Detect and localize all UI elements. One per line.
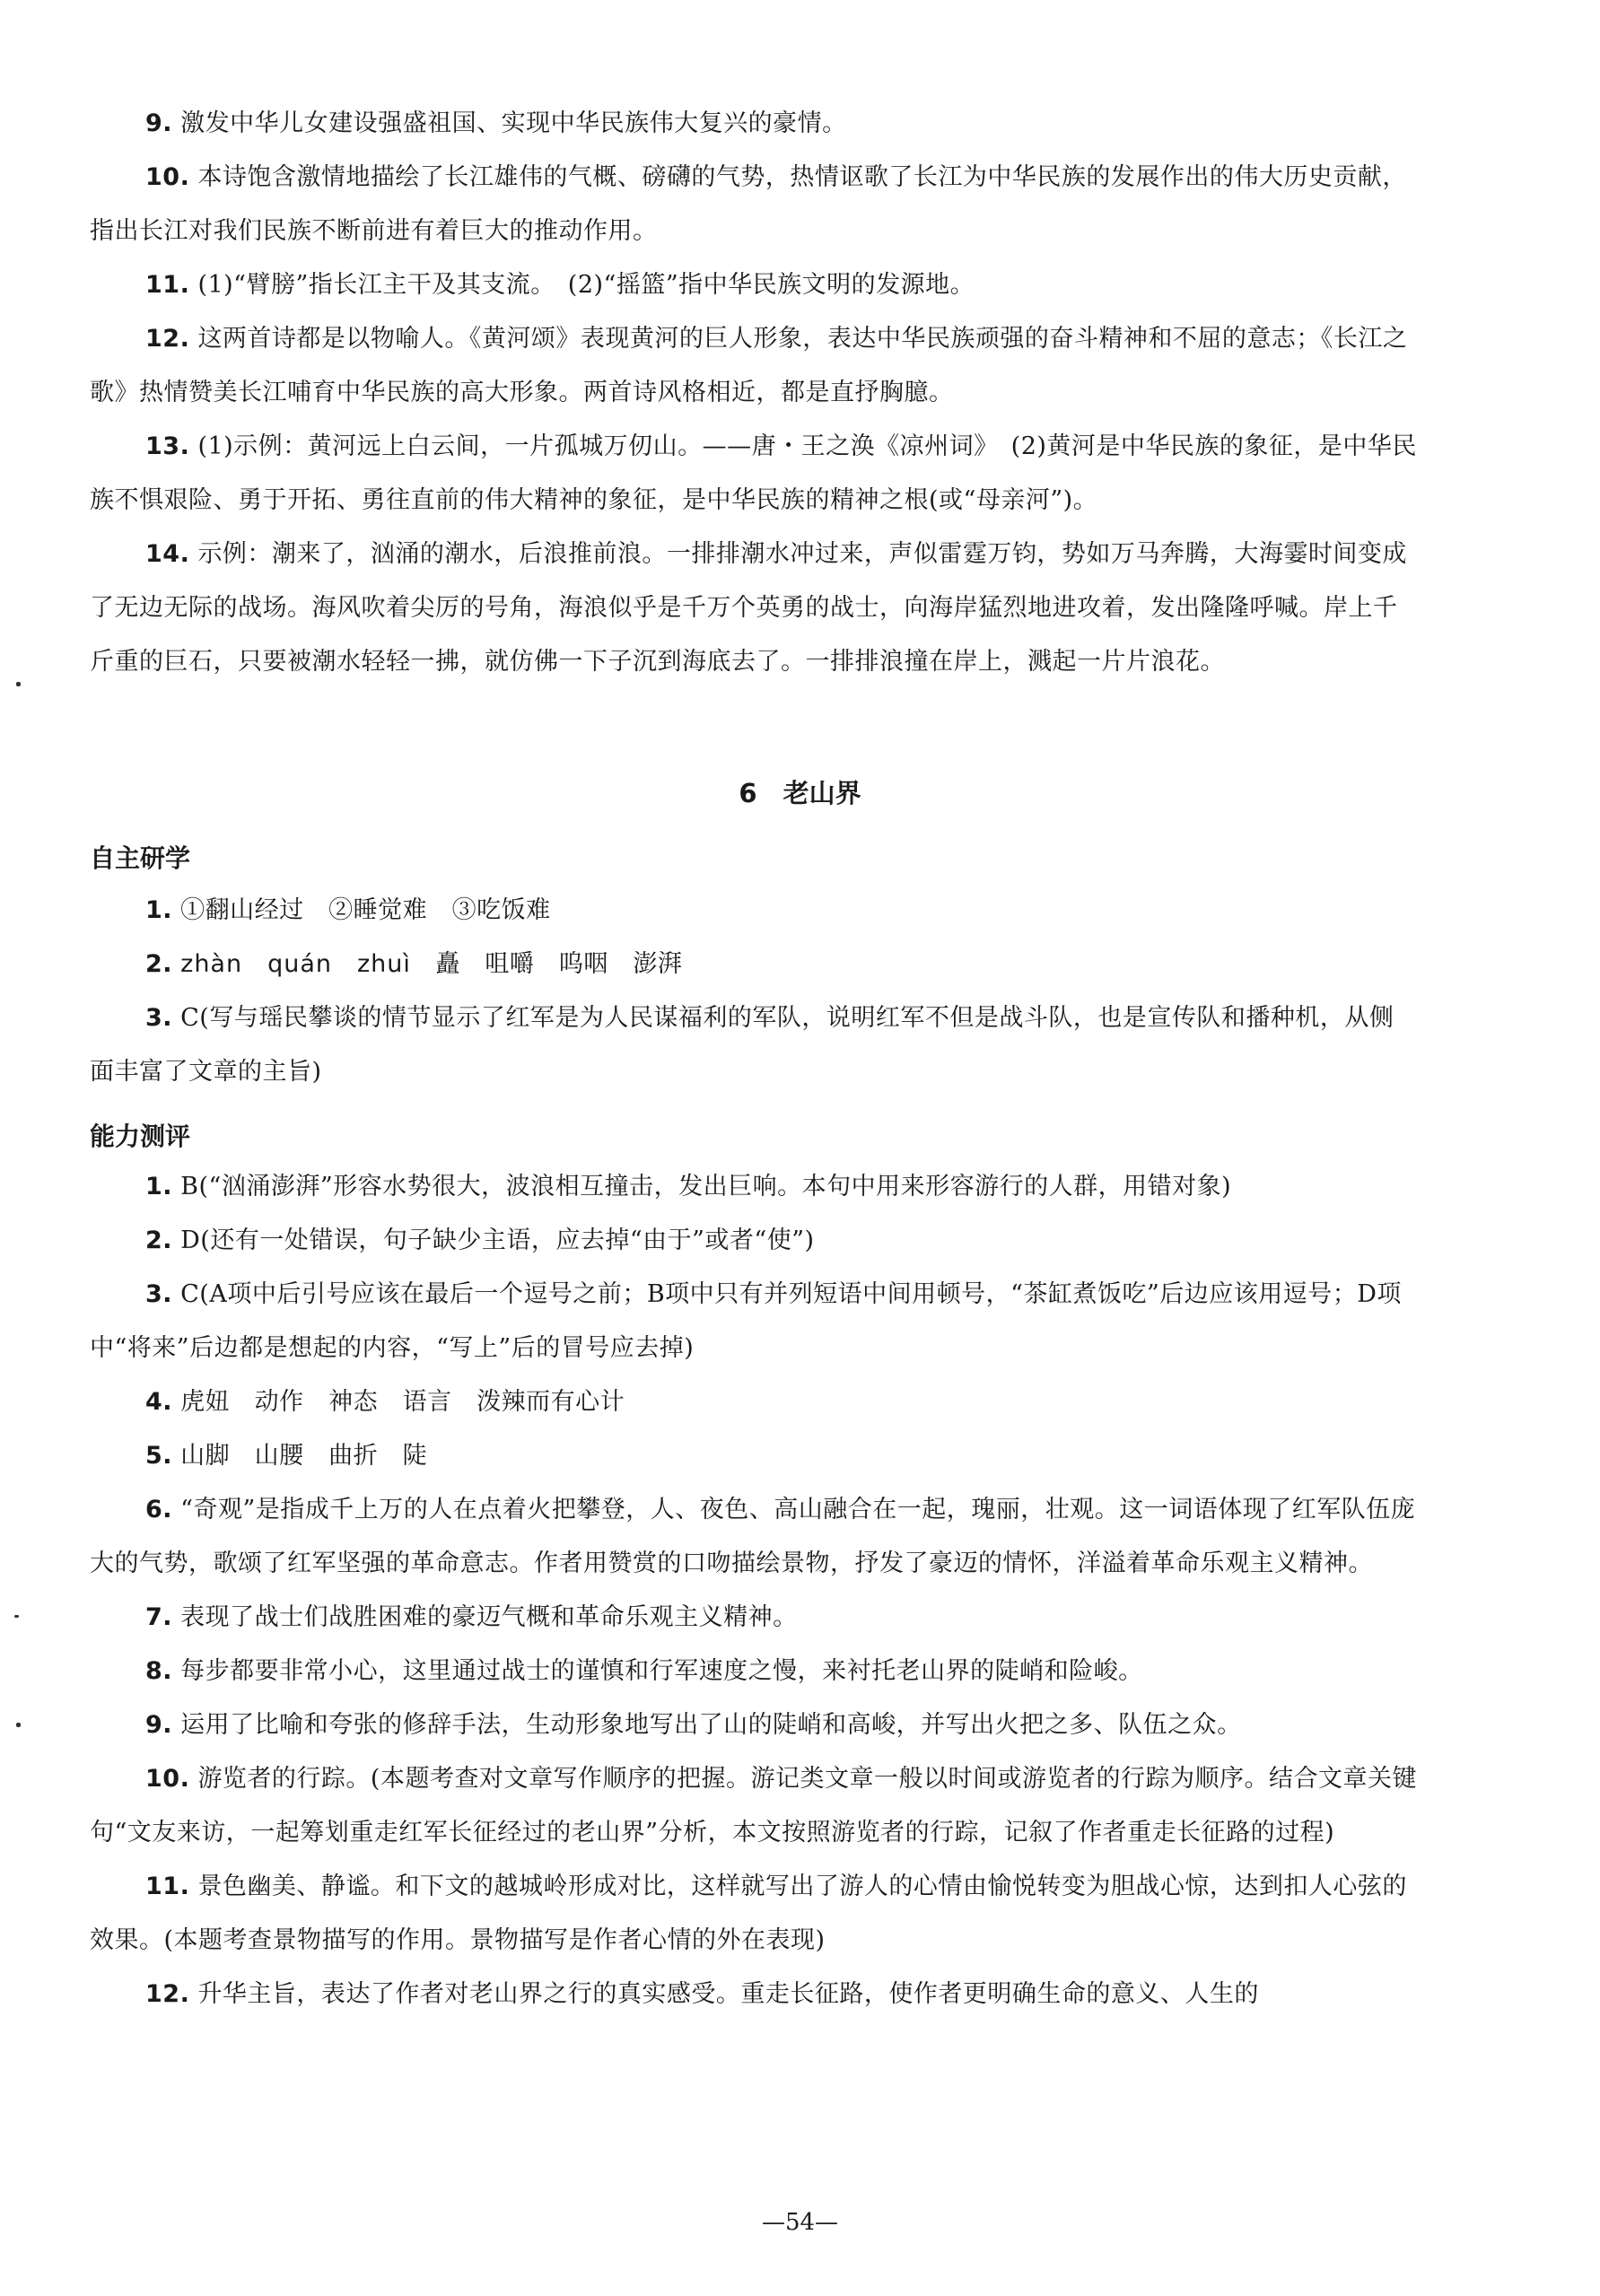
- answer-item: [90, 1645, 1418, 1698]
- item-text: 游览者的行踪。(本题考查对文章写作顺序的把握。游记类文章一般以时间或游览者的行踪为顺序。结合文章关键句“文友来访，一起筹划重走红军长征经过的老山界”分析，本文按照游览者的行踪，记叙了作者重走长征路的过程): [90, 1765, 1417, 1846]
- item-number: 2.: [145, 1227, 173, 1254]
- pinyin-text: zhàn quán zhuì: [180, 950, 411, 978]
- item-text: 表现了战士们战胜困难的豪迈气概和革命乐观主义精神。: [180, 1603, 798, 1631]
- answer-item: [90, 97, 1418, 151]
- item-number: 10.: [145, 163, 190, 191]
- answer-item: [90, 991, 1418, 1099]
- answer-item: [90, 528, 1418, 689]
- page-number: —54—: [761, 2209, 839, 2236]
- item-number: 6.: [145, 1496, 173, 1523]
- item-text: 山脚 山腰 曲折 陡: [180, 1442, 428, 1470]
- answer-item: [90, 258, 1418, 312]
- item-text: C(写与瑶民攀谈的情节显示了红军是为人民谋福利的军队，说明红军不但是战斗队，也是宣传队和播种机，从侧面丰富了文章的主旨): [90, 1004, 1395, 1086]
- ability-test-heading: 能力测评: [90, 1122, 191, 1151]
- item-number: 13.: [145, 432, 190, 460]
- item-number: 4.: [145, 1388, 173, 1416]
- answer-item: [90, 1483, 1418, 1591]
- item-number: 12.: [145, 325, 190, 353]
- item-number: 8.: [145, 1657, 173, 1685]
- ability-test-list: [90, 1160, 1418, 2021]
- item-text: 示例：潮来了，汹涌的潮水，后浪推前浪。一排排潮水冲过来，声似雷霆万钧，势如万马奔腾，大海霎时间变成了无边无际的战场。海风吹着尖厉的号角，海浪似乎是千万个英勇的战士，向海岸猛烈地进攻着，发出隆隆呼喊。岸上千斤重的巨石，只要被潮水轻轻一拂，就仿佛一下子沉到海底去了。一排排浪撞在岸上，溅起一片片浪花。: [90, 540, 1407, 676]
- answer-item: [90, 420, 1418, 528]
- answer-item: [90, 1160, 1418, 1214]
- item-text: (1)“臂膀”指长江主干及其支流。 (2)“摇篮”指中华民族文明的发源地。: [197, 271, 975, 299]
- self-study-heading: 自主研学: [90, 843, 191, 873]
- item-number: 11.: [145, 1873, 190, 1900]
- item-number: 10.: [145, 1765, 190, 1793]
- item-text: 运用了比喻和夸张的修辞手法，生动形象地写出了山的陡峭和高峻，并写出火把之多、队伍之众。: [180, 1711, 1242, 1739]
- answer-item: [90, 1860, 1418, 1968]
- item-number: 2.: [145, 950, 173, 978]
- item-text: B(“汹涌澎湃”形容水势很大，波浪相互撞击，发出巨响。本句中用来形容游行的人群，用错对象): [180, 1173, 1232, 1200]
- item-text: 本诗饱含激情地描绘了长江雄伟的气概、磅礴的气势，热情讴歌了长江为中华民族的发展作出的伟大历史贡献，指出长江对我们民族不断前进有着巨大的推动作用。: [90, 163, 1407, 245]
- item-number: 3.: [145, 1280, 173, 1308]
- answer-item: [90, 938, 1418, 991]
- scan-mark: [16, 682, 21, 686]
- item-number: 9.: [145, 1711, 173, 1739]
- item-number: 11.: [145, 271, 190, 299]
- answer-item: [90, 1214, 1418, 1268]
- item-number: 1.: [145, 896, 173, 924]
- item-number: 9.: [145, 109, 173, 137]
- item-number: 5.: [145, 1442, 173, 1470]
- item-text: C(A项中后引号应该在最后一个逗号之前；B项中只有并列短语中间用顿号，“茶缸煮饭吃”后边应该用逗号；D项中“将来”后边都是想起的内容，“写上”后的冒号应去掉): [90, 1280, 1402, 1362]
- answer-item: [90, 1698, 1418, 1752]
- item-text: 矗 咀嚼 呜咽 澎湃: [410, 950, 683, 978]
- top-answer-list: [90, 97, 1418, 689]
- item-text: (1)示例：黄河远上白云间，一片孤城万仞山。——唐・王之涣《凉州词》 (2)黄河是中华民族的象征，是中华民族不惧艰险、勇于开拓、勇往直前的伟大精神的象征，是中华民族的精神之根(或“母亲河”)。: [90, 432, 1417, 514]
- item-number: 1.: [145, 1173, 173, 1200]
- item-text: 这两首诗都是以物喻人。《黄河颂》表现黄河的巨人形象，表达中华民族顽强的奋斗精神和不屈的意志；《长江之歌》热情赞美长江哺育中华民族的高大形象。两首诗风格相近，都是直抒胸臆。: [90, 325, 1408, 406]
- item-number: 3.: [145, 1004, 173, 1032]
- self-study-list: [90, 884, 1418, 1099]
- answer-item: [90, 884, 1418, 938]
- item-text: 景色幽美、静谧。和下文的越城岭形成对比，这样就写出了游人的心情由愉悦转变为胆战心惊，达到扣人心弦的效果。(本题考查景物描写的作用。景物描写是作者心情的外在表现): [90, 1873, 1407, 1954]
- item-text: 每步都要非常小心，这里通过战士的谨慎和行军速度之慢，来衬托老山界的陡峭和险峻。: [180, 1657, 1143, 1685]
- answer-item: [90, 312, 1418, 420]
- item-text: “奇观”是指成千上万的人在点着火把攀登，人、夜色、高山融合在一起，瑰丽，壮观。这一词语体现了红军队伍庞大的气势，歌颂了红军坚强的革命意志。作者用赞赏的口吻描绘景物，抒发了豪迈的情怀，洋溢着革命乐观主义精神。: [90, 1496, 1416, 1577]
- item-text: 激发中华儿女建设强盛祖国、实现中华民族伟大复兴的豪情。: [180, 109, 847, 137]
- answer-item: [90, 1268, 1418, 1375]
- item-number: 7.: [145, 1603, 173, 1631]
- scan-mark: [14, 1615, 19, 1618]
- answer-item: [90, 1968, 1418, 2021]
- section-title: 6 老山界: [739, 778, 861, 808]
- answer-item: [90, 1752, 1418, 1860]
- answer-item: [90, 151, 1418, 258]
- item-number: 12.: [145, 1980, 190, 2008]
- item-number: 14.: [145, 540, 190, 568]
- item-text: 升华主旨，表达了作者对老山界之行的真实感受。重走长征路，使作者更明确生命的意义、人生的: [197, 1980, 1259, 2008]
- item-text: ①翻山经过 ②睡觉难 ③吃饭难: [180, 896, 551, 924]
- answer-item: [90, 1591, 1418, 1645]
- answer-item: [90, 1429, 1418, 1483]
- item-text: 虎妞 动作 神态 语言 泼辣而有心计: [180, 1388, 625, 1416]
- answer-item: [90, 1375, 1418, 1429]
- scan-mark: [16, 1723, 21, 1727]
- item-text: D(还有一处错误，句子缺少主语，应去掉“由于”或者“使”): [180, 1227, 815, 1254]
